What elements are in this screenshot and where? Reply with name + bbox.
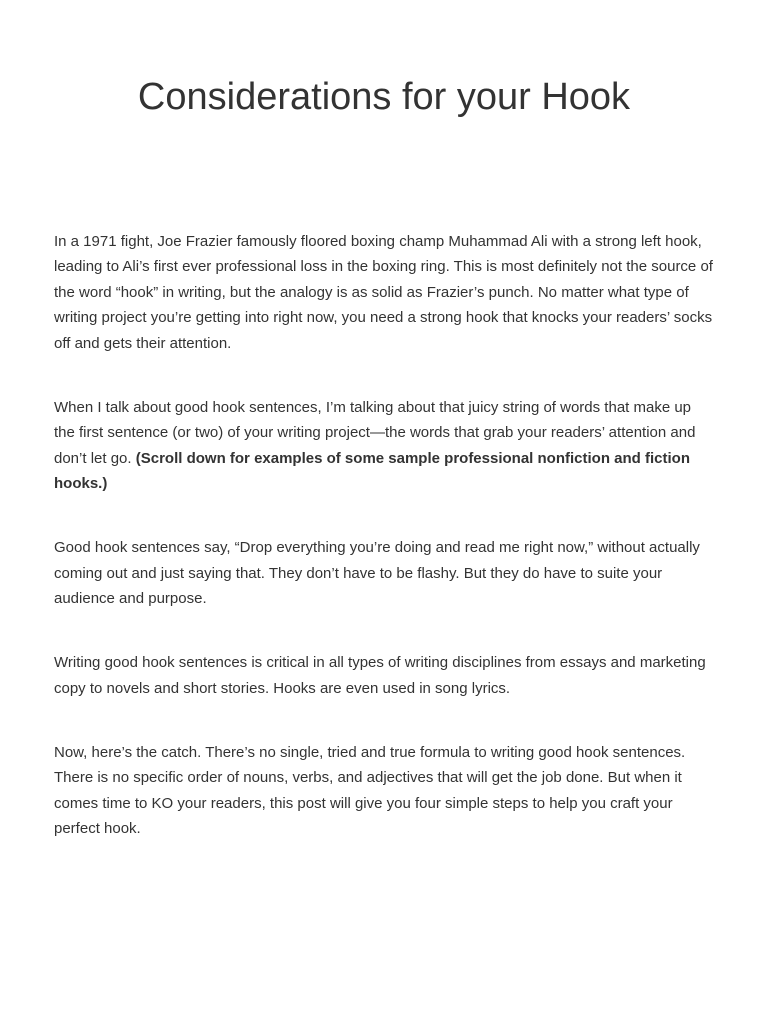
paragraph-text: In a 1971 fight, Joe Frazier famously floored boxing champ Muhammad Ali with a strong left hook, leading to Ali’s first ever professional loss in the boxing ring. This is most definitely not the source of the word “hook” in writing, but the analogy is as solid as Frazier’s punch. No matter what type of writing project you’re getting into right now, you need a strong hook that knocks your readers’ socks off and gets their attention. (54, 233, 713, 352)
paragraph-the-catch (54, 740, 716, 842)
paragraph-good-hook-sentences (54, 395, 716, 497)
paragraph-frazier-ali (54, 229, 716, 356)
paragraph-text: Writing good hook sentences is critical in all types of writing disciplines from essays and marketing copy to novels and short stories. Hooks are even used in song lyrics. (54, 654, 706, 697)
paragraph-bold-note: (Scroll down for examples of some sample professional nonfiction and fiction hooks.) (54, 449, 690, 493)
article-body (54, 229, 716, 880)
paragraph-text: When I talk about good hook sentences, I’m talking about that juicy string of words that make up the first sentence (or two) of your writing project—the words that grab your readers’ attention and don’t let go. (54, 398, 696, 467)
paragraph-text: Now, here’s the catch. There’s no single, tried and true formula to writing good hook sentences. There is no specific order of nouns, verbs, and adjectives that will get the job done. But when it comes time to KO your readers, this post will give you four simple steps to help you craft your perfect hook. (54, 743, 686, 838)
paragraph-text: Good hook sentences say, “Drop everything you’re doing and read me right now,” without actually coming out and just saying that. They don’t have to be flashy. But they do have to suite your audience and purpose. (54, 539, 700, 608)
paragraph-drop-everything (54, 535, 716, 611)
page-title: Considerations for your Hook (137, 76, 631, 118)
paragraph-writing-disciplines (54, 650, 716, 701)
